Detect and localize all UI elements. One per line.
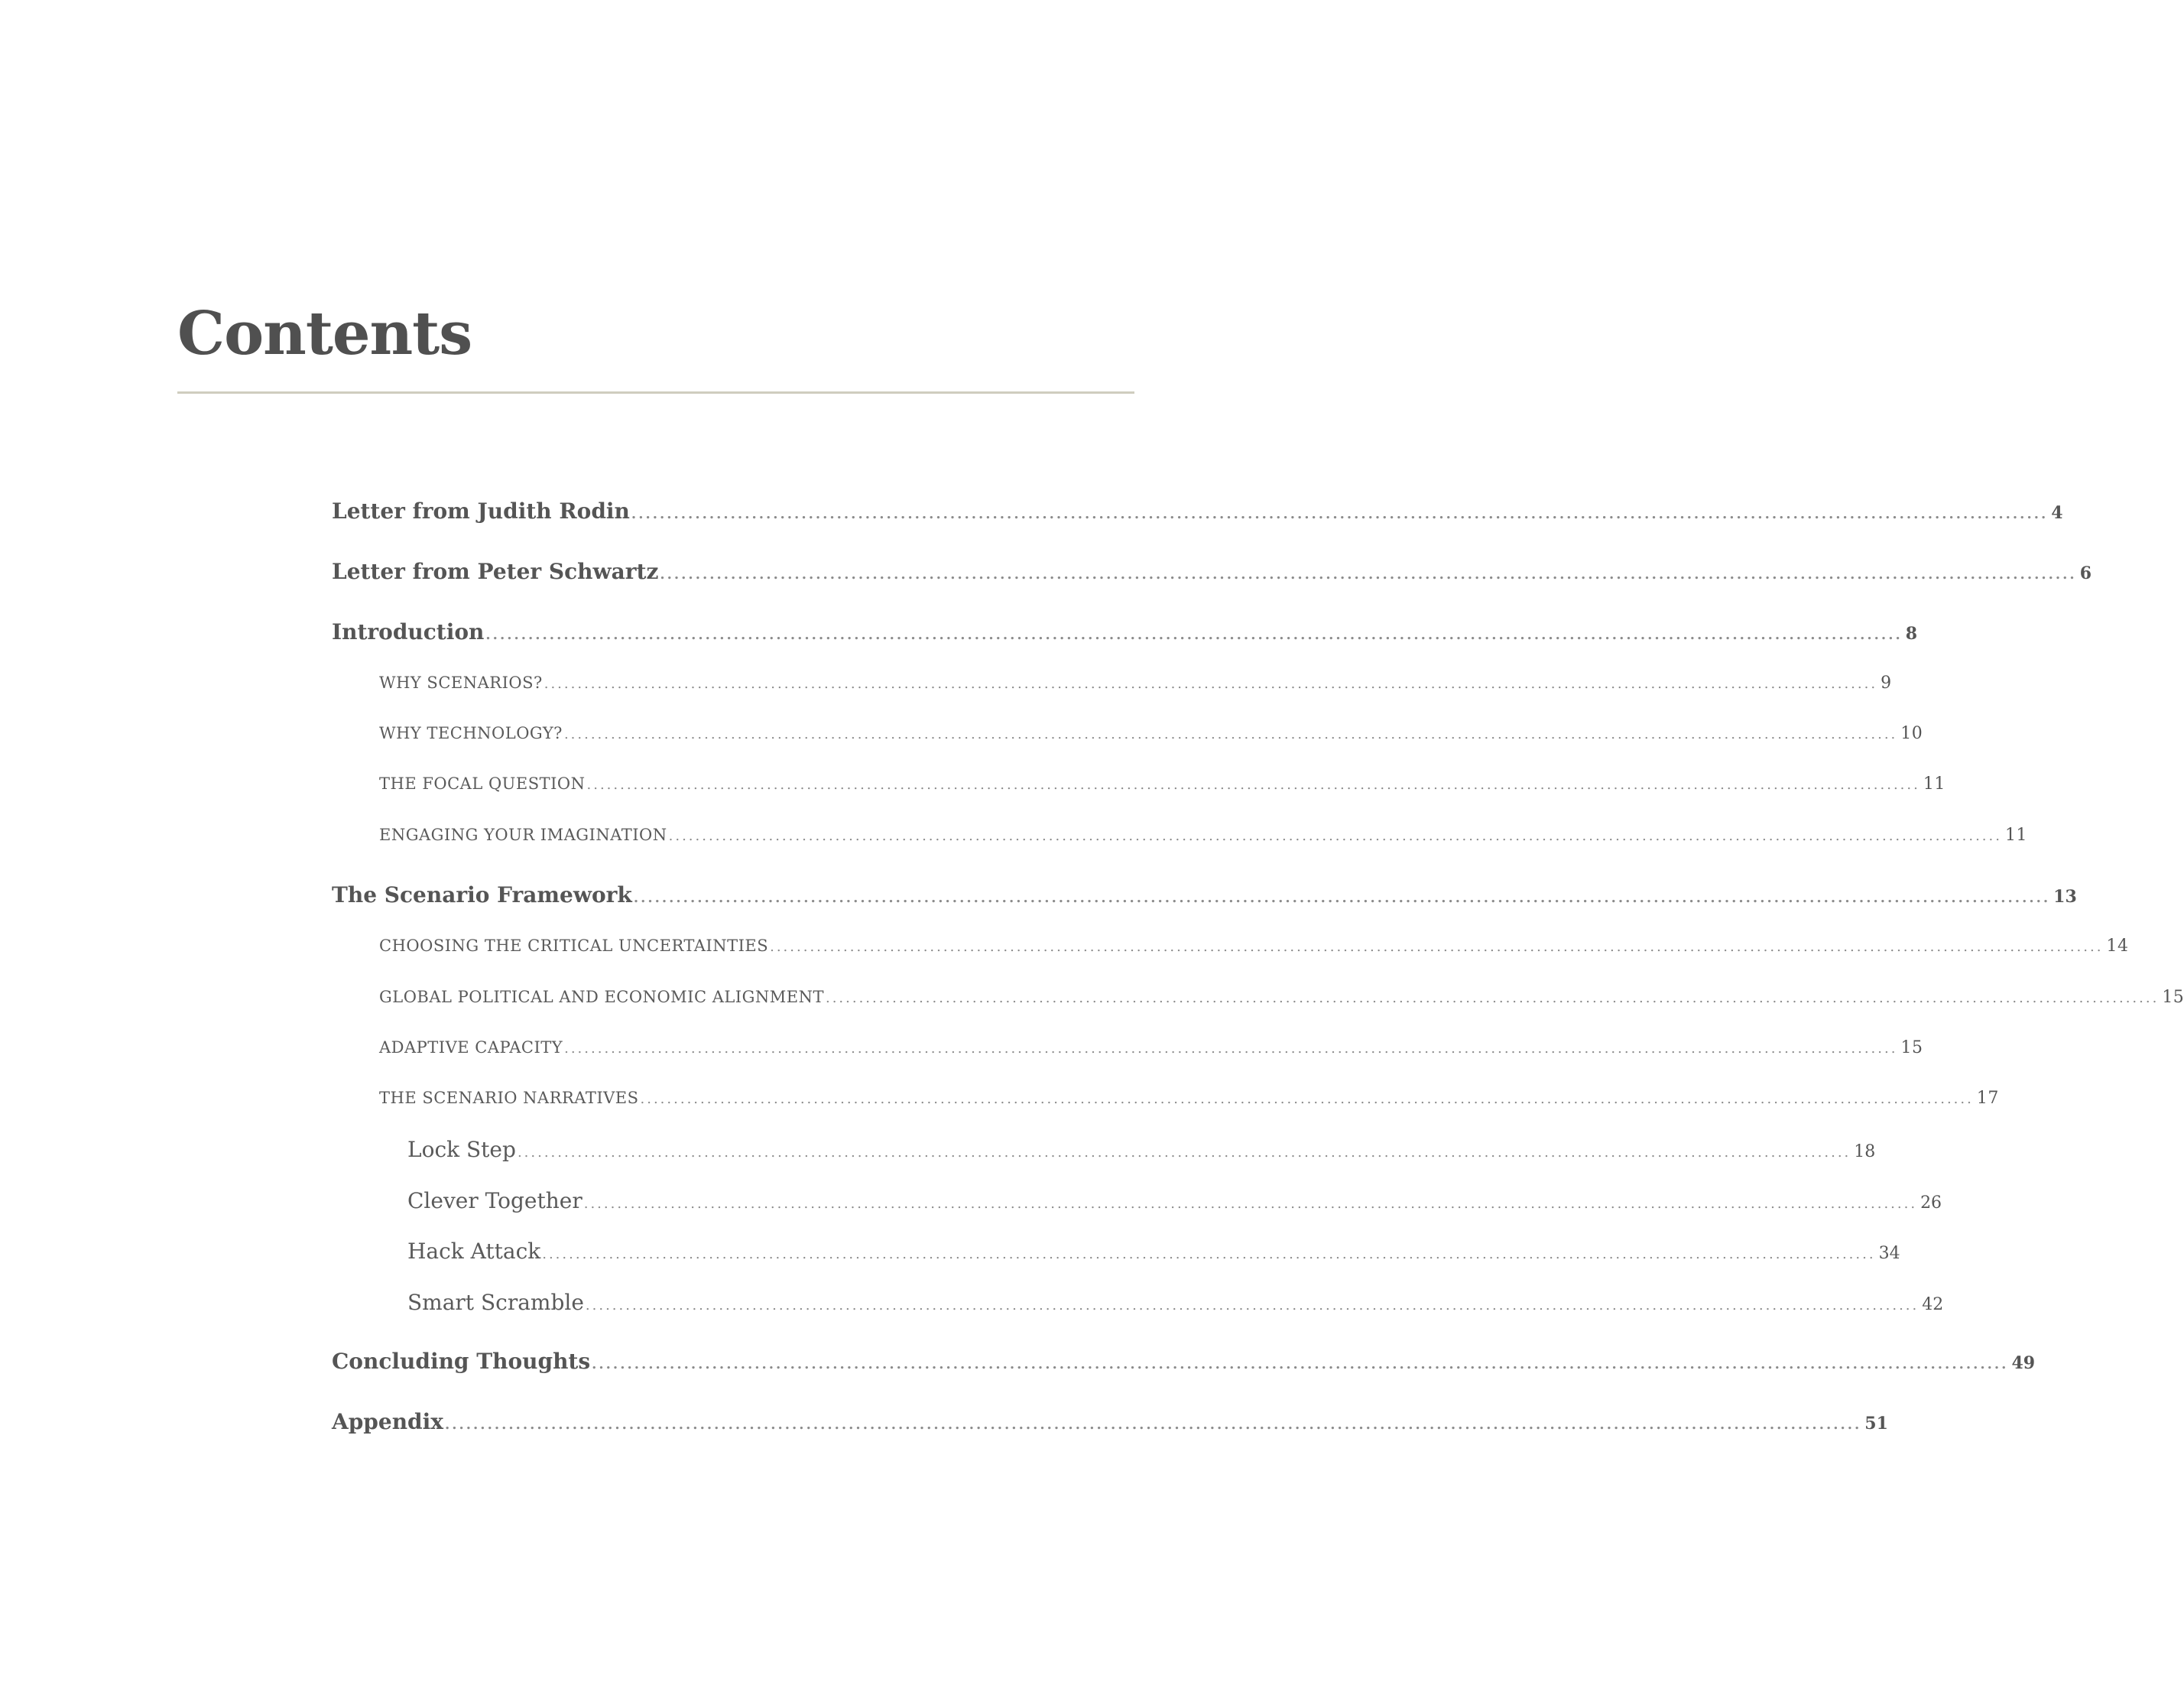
toc-subentry[interactable] [379, 1089, 1999, 1108]
toc-entry-label: ENGAGING YOUR IMAGINATION [379, 826, 667, 844]
toc-entry-label: The Scenario Framework [332, 882, 632, 908]
toc-subsubentry[interactable] [407, 1137, 1876, 1162]
toc-entry-page: 10 [1900, 724, 1923, 743]
dot-leader: ........................................................................................................................................................................................................ [563, 726, 1898, 742]
toc-entry-page: 15 [1900, 1038, 1923, 1057]
toc-entry-label: Letter from Judith Rodin [332, 498, 630, 524]
toc-entry-page: 34 [1878, 1244, 1900, 1263]
toc-entry-page: 4 [2051, 503, 2063, 523]
dot-leader: ........................................................................................................................................................................................................ [544, 676, 1878, 692]
toc-subentry[interactable] [379, 724, 1923, 743]
toc-entry[interactable] [332, 619, 1918, 645]
toc-subsubentry[interactable] [407, 1239, 1900, 1264]
toc-entry-page: 6 [2079, 563, 2092, 583]
dot-leader: ........................................................................................................................................................................................................ [444, 1417, 1862, 1433]
toc-subsubentry[interactable] [407, 1188, 1942, 1213]
toc-entry-page: 26 [1920, 1193, 1942, 1213]
dot-leader: ........................................................................................................................................................................................................ [517, 1145, 1851, 1161]
toc-entry-label: THE FOCAL QUESTION [379, 774, 586, 793]
toc-entry-label: CHOOSING THE CRITICAL UNCERTAINTIES [379, 937, 769, 955]
toc-entry-page: 15 [2162, 988, 2184, 1007]
dot-leader: ........................................................................................................................................................................................................ [485, 627, 1903, 643]
toc-entry-label: Appendix [332, 1409, 443, 1434]
toc-entry[interactable] [332, 882, 2077, 908]
toc-entry-label: Hack Attack [407, 1239, 541, 1264]
toc-entry-page: 14 [2106, 937, 2129, 956]
toc-entry-label: Letter from Peter Schwartz [332, 559, 659, 584]
dot-leader: ........................................................................................................................................................................................................ [542, 1246, 1876, 1262]
dot-leader: ........................................................................................................................................................................................................ [564, 1041, 1898, 1057]
toc-entry[interactable] [332, 1349, 2036, 1374]
dot-leader: ........................................................................................................................................................................................................ [633, 890, 2051, 906]
toc-entry-label: Smart Scramble [407, 1290, 584, 1315]
toc-entry-label: Clever Together [407, 1188, 583, 1213]
toc-entry-label: Introduction [332, 619, 485, 645]
toc-subentry[interactable] [379, 937, 2129, 956]
toc-subsubentry[interactable] [407, 1290, 1944, 1315]
toc-entry-page: 18 [1854, 1142, 1876, 1161]
toc-entry-page: 11 [2004, 826, 2027, 845]
toc-subentry[interactable] [379, 674, 1892, 693]
toc-entry[interactable] [332, 498, 2063, 524]
dot-leader: ........................................................................................................................................................................................................ [631, 506, 2049, 522]
toc-subentry[interactable] [379, 774, 1945, 794]
toc-entry[interactable] [332, 1409, 1888, 1434]
toc-entry-page: 8 [1905, 624, 1918, 644]
toc-subentry[interactable] [379, 988, 2184, 1007]
dot-leader: ........................................................................................................................................................................................................ [770, 939, 2104, 955]
toc-entry-label: WHY SCENARIOS? [379, 674, 543, 692]
toc-entry-page: 51 [1864, 1414, 1888, 1434]
dot-leader: ........................................................................................................................................................................................................ [825, 990, 2160, 1006]
toc-entry-page: 9 [1881, 674, 1892, 693]
toc-entry-page: 42 [1922, 1295, 1944, 1314]
dot-leader: ........................................................................................................................................................................................................ [640, 1091, 1974, 1107]
dot-leader: ........................................................................................................................................................................................................ [660, 567, 2077, 583]
toc-subentry[interactable] [379, 1038, 1923, 1057]
dot-leader: ........................................................................................................................................................................................................ [668, 828, 2002, 844]
dot-leader: ........................................................................................................................................................................................................ [585, 1297, 1920, 1313]
toc-entry-label: WHY TECHNOLOGY? [379, 724, 563, 742]
dot-leader: ........................................................................................................................................................................................................ [586, 777, 1920, 793]
toc-subentry[interactable] [379, 826, 2027, 845]
toc-entry-label: Lock Step [407, 1137, 516, 1162]
dot-leader: ........................................................................................................................................................................................................ [592, 1356, 2009, 1372]
toc-entry-page: 13 [2053, 887, 2077, 907]
toc-entry-page: 11 [1923, 774, 1945, 794]
toc-entry-label: ADAPTIVE CAPACITY [379, 1038, 563, 1057]
toc-entry-label: THE SCENARIO NARRATIVES [379, 1089, 639, 1107]
page-title: Contents [177, 299, 472, 369]
dot-leader: ........................................................................................................................................................................................................ [583, 1196, 1918, 1212]
toc-entry-page: 49 [2011, 1353, 2036, 1373]
toc-entry-label: Concluding Thoughts [332, 1349, 591, 1374]
toc-entry-label: GLOBAL POLITICAL AND ECONOMIC ALIGNMENT [379, 988, 824, 1006]
toc-entry[interactable] [332, 559, 2092, 584]
toc-entry-page: 17 [1976, 1089, 1999, 1108]
